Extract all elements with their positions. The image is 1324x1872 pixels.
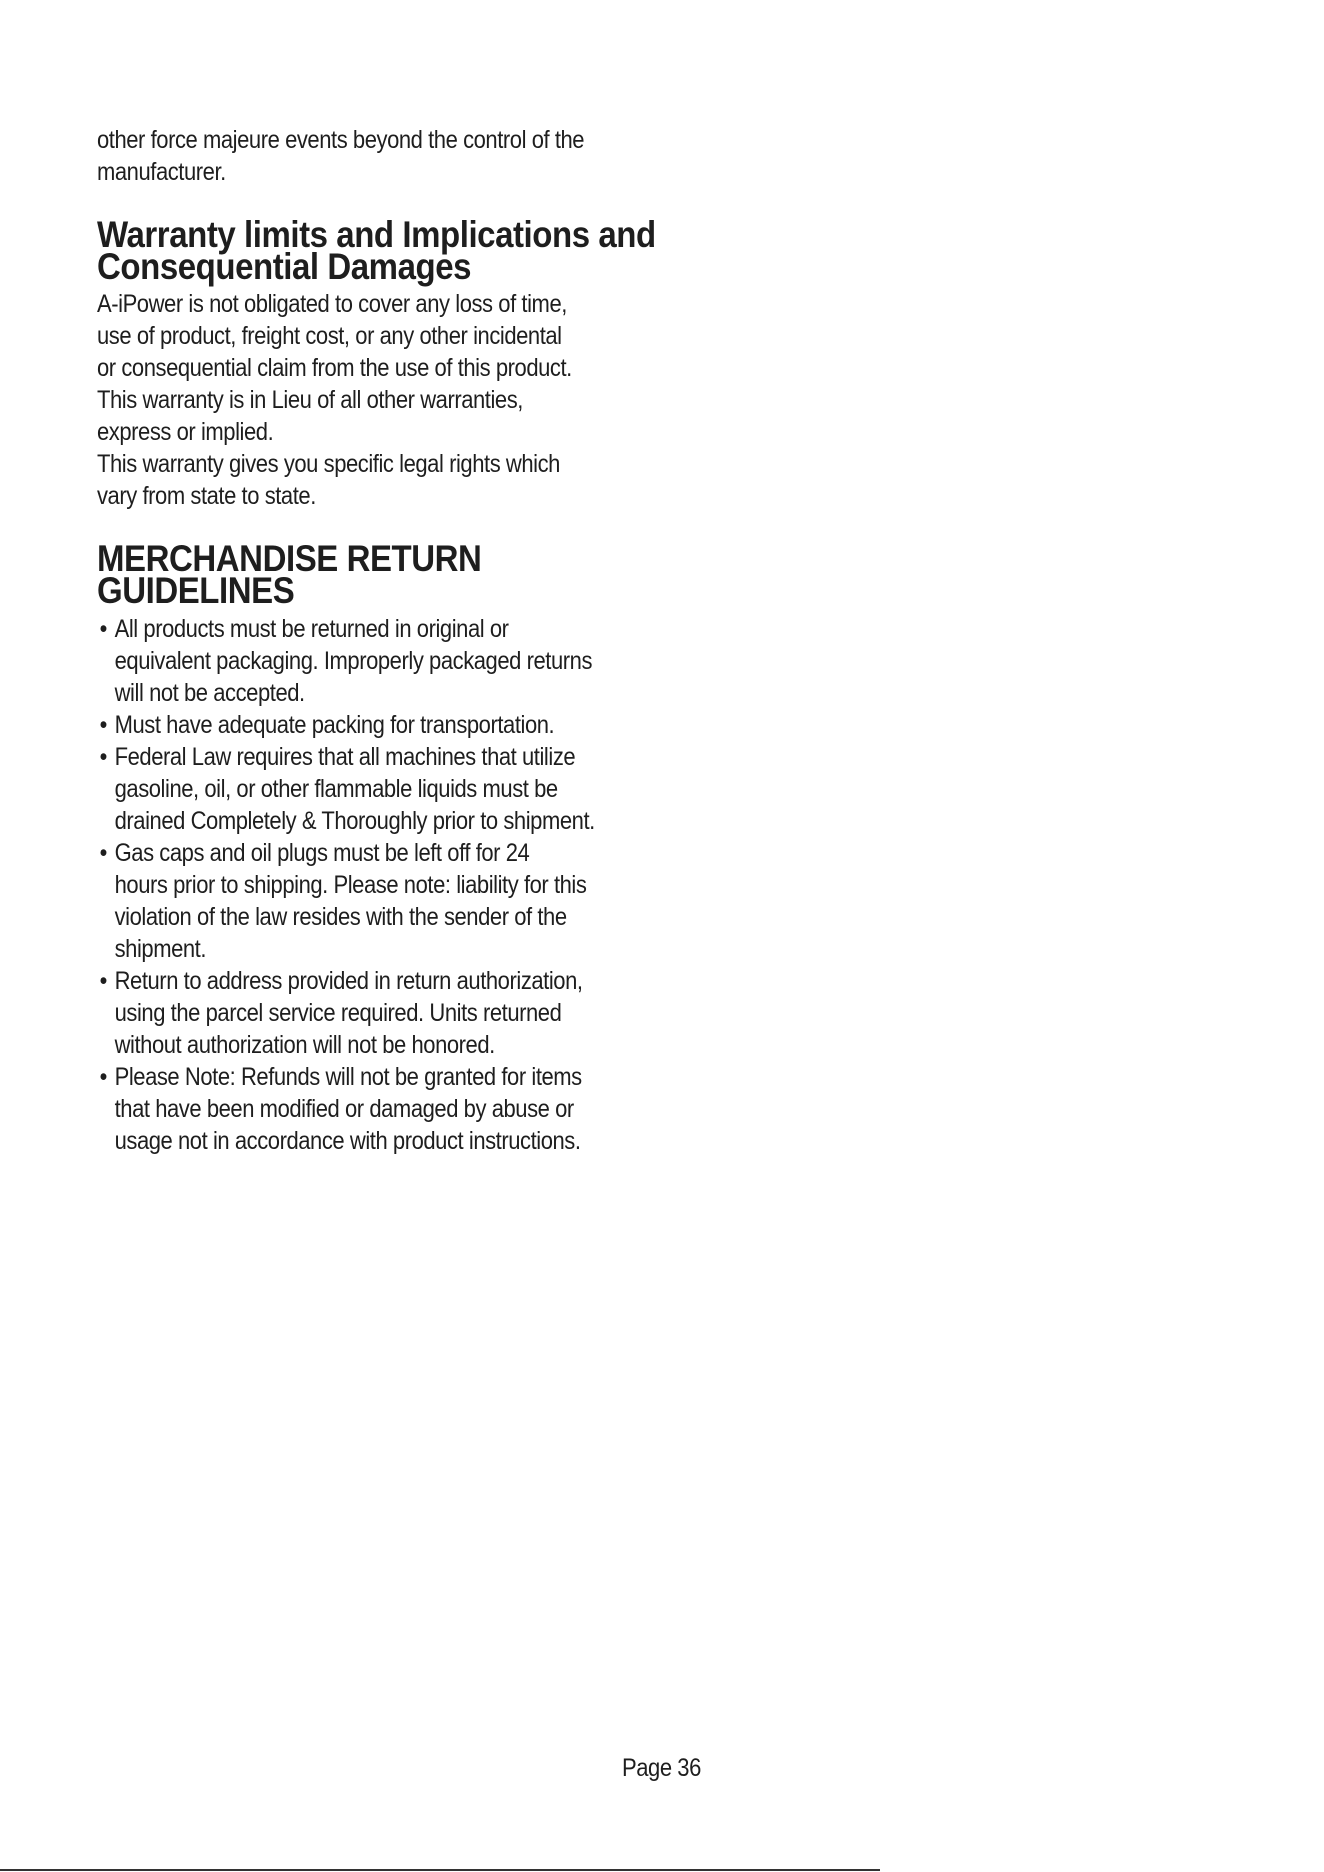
warranty-line: use of product, freight cost, or any other incidental [97, 322, 562, 350]
bullet-icon: • [99, 711, 107, 739]
bullet-item [97, 837, 590, 965]
bottom-divider [0, 1869, 880, 1871]
bullet-line: Gas caps and oil plugs must be left off for 24 [114, 839, 530, 867]
bullet-line: All products must be returned in original or [114, 615, 509, 643]
bullet-line: Must have adequate packing for transportation. [114, 711, 555, 739]
bullet-icon: • [99, 1063, 107, 1091]
bullet-icon: • [99, 615, 107, 643]
bullet-line: gasoline, oil, or other flammable liquids must be [114, 775, 558, 803]
warranty-line: express or implied. [97, 418, 274, 446]
bullet-line: usage not in accordance with product instructions. [114, 1127, 581, 1155]
bullet-item [97, 709, 590, 741]
bullet-line: hours prior to shipping. Please note: liability for this [114, 871, 587, 899]
intro-line: other force majeure events beyond the control of the [97, 126, 585, 154]
bullet-line: Federal Law requires that all machines that utilize [114, 743, 576, 771]
warranty-line: This warranty is in Lieu of all other warranties, [97, 386, 523, 414]
warranty-heading [97, 213, 656, 287]
bullet-icon: • [99, 839, 107, 867]
returns-heading: MERCHANDISE RETURN GUIDELINES [97, 537, 482, 611]
warranty-line: vary from state to state. [97, 482, 316, 510]
bullet-line: shipment. [114, 935, 207, 963]
page-number: Page 36 [622, 1754, 701, 1782]
bullet-icon: • [99, 967, 107, 995]
warranty-line: or consequential claim from the use of this product. [97, 354, 572, 382]
bullet-line: Return to address provided in return authorization, [114, 967, 583, 995]
bullet-line: will not be accepted. [114, 679, 305, 707]
bullet-line: without authorization will not be honored. [114, 1031, 495, 1059]
bullet-line: drained Completely & Thoroughly prior to shipment. [114, 807, 595, 835]
bullet-line: Please Note: Refunds will not be granted for items [114, 1063, 582, 1091]
returns-bullet-list [97, 613, 595, 1157]
warranty-paragraph [97, 288, 590, 512]
warranty-heading-line: Warranty limits and Implications and [97, 213, 656, 255]
bullet-item [97, 965, 590, 1061]
warranty-line: This warranty gives you specific legal rights which [97, 450, 560, 478]
bullet-line: using the parcel service required. Units returned [114, 999, 562, 1027]
bullet-item [97, 741, 595, 837]
warranty-line: A-iPower is not obligated to cover any loss of time, [97, 290, 567, 318]
bullet-line: violation of the law resides with the sender of the [114, 903, 567, 931]
bullet-line: equivalent packaging. Improperly packaged returns [114, 647, 593, 675]
bullet-item [97, 613, 593, 709]
text-column [97, 124, 656, 1157]
intro-line: manufacturer. [97, 158, 226, 186]
intro-paragraph [97, 124, 590, 188]
warranty-heading-line: Consequential Damages [97, 245, 472, 287]
bullet-item [97, 1061, 590, 1157]
bullet-icon: • [99, 743, 107, 771]
bullet-line: that have been modified or damaged by abuse or [114, 1095, 574, 1123]
